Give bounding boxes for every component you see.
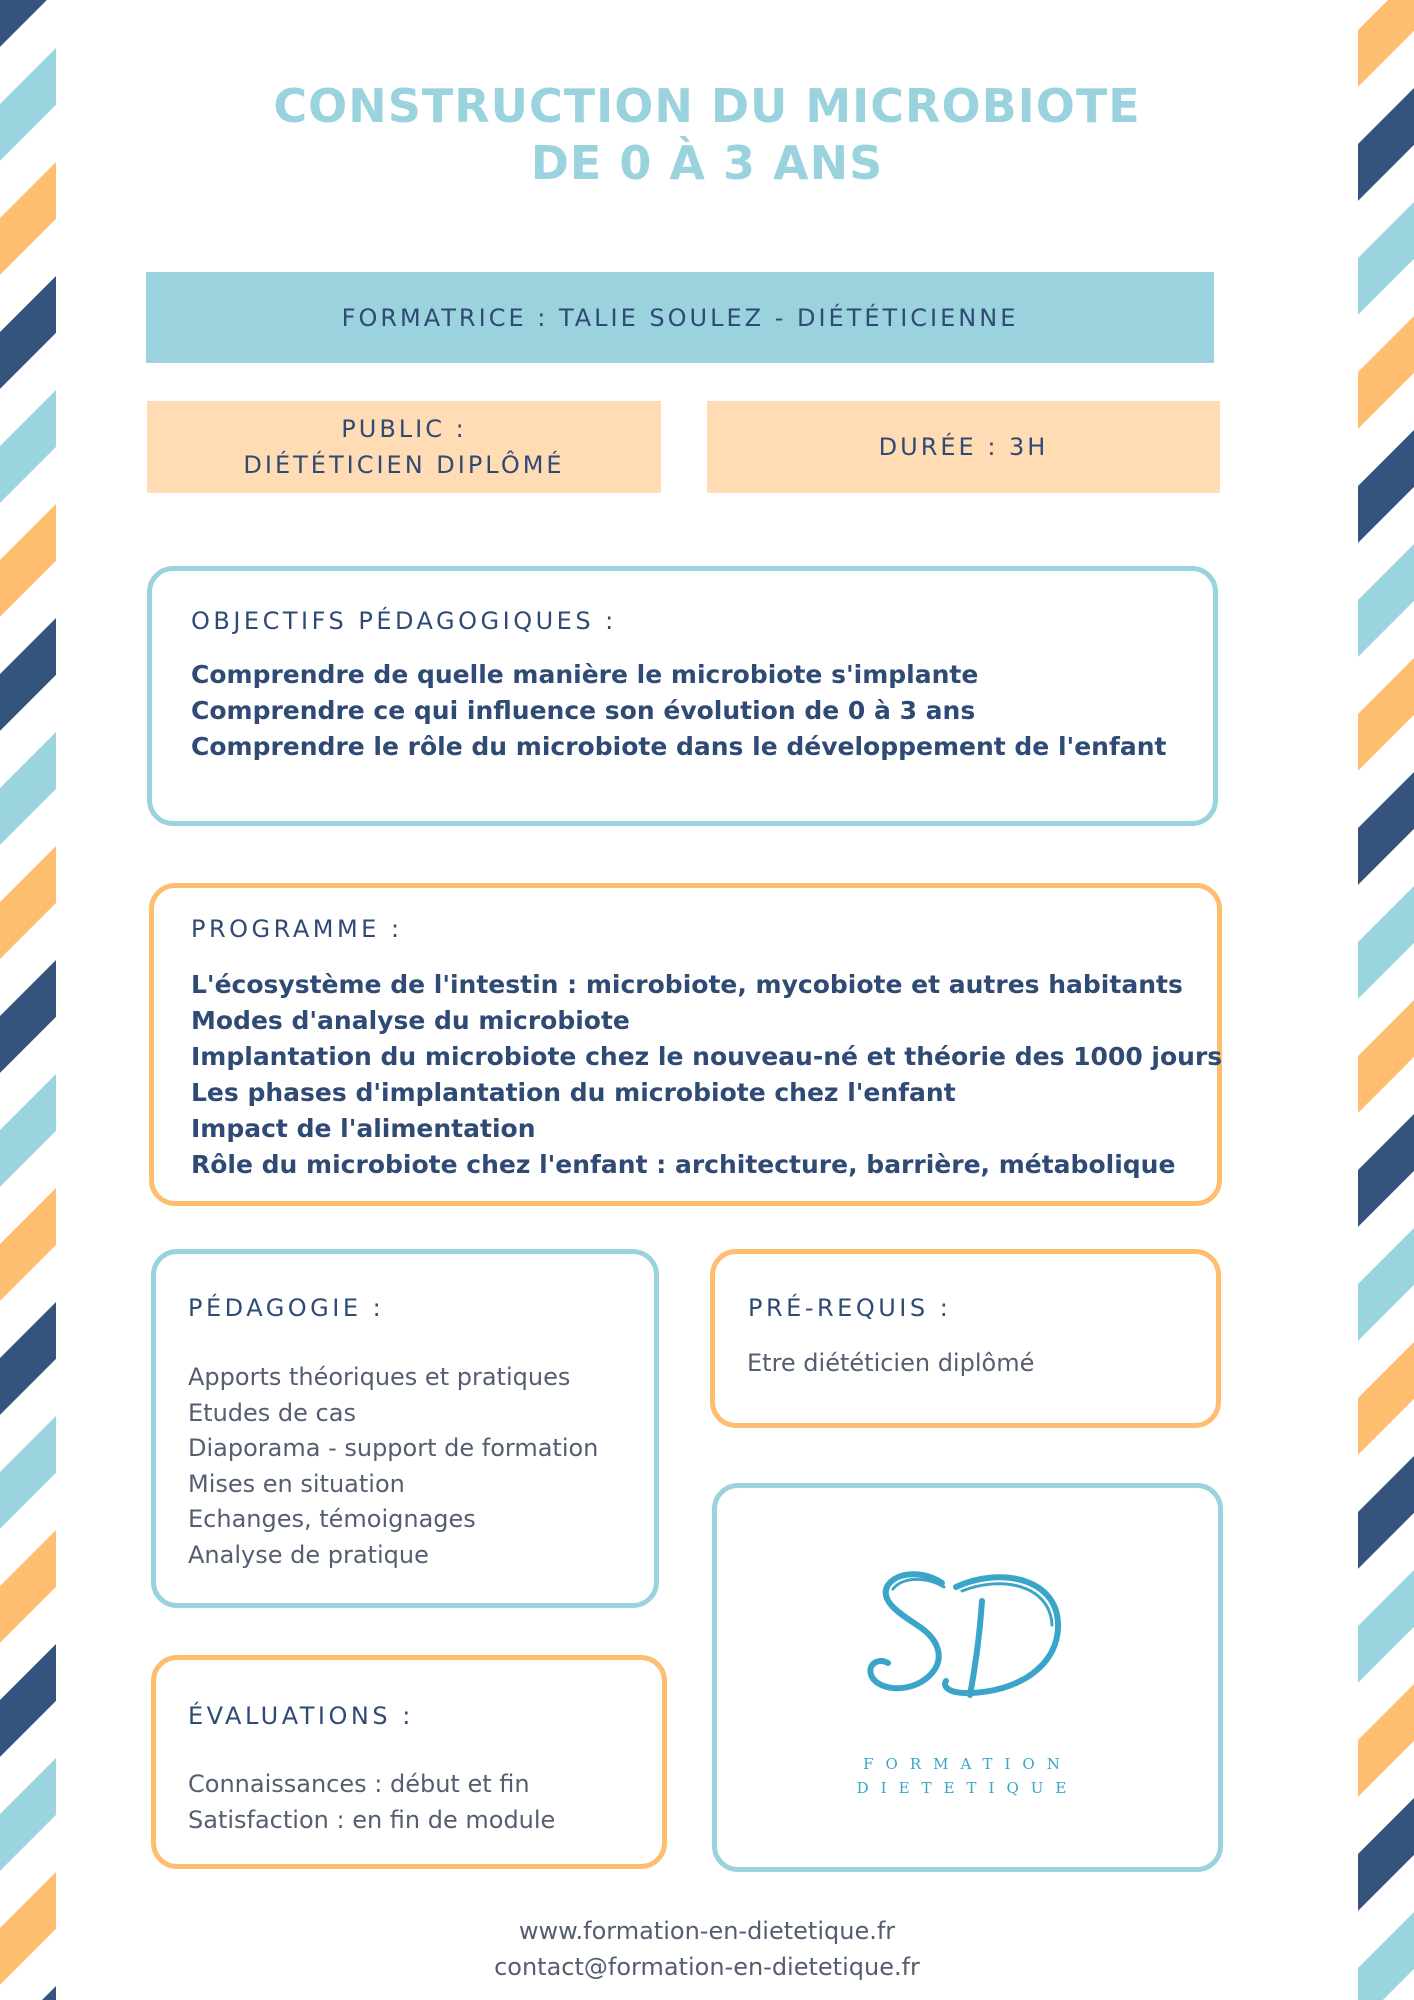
evaluations-card xyxy=(151,1655,667,1869)
public-value: DIÉTÉTICIEN DIPLÔMÉ xyxy=(243,451,565,479)
objectifs-title: OBJECTIFS PÉDAGOGIQUES : xyxy=(191,607,617,635)
pedagogie-title: PÉDAGOGIE : xyxy=(188,1294,385,1322)
prerequis-title: PRÉ-REQUIS : xyxy=(748,1294,952,1322)
logo-text-formation: FORMATION xyxy=(863,1755,1072,1773)
programme-item: Rôle du microbiote chez l'enfant : architecture, barrière, métabolique xyxy=(191,1150,1176,1179)
pedagogie-item: Etudes de cas xyxy=(188,1398,356,1427)
evaluations-item: Satisfaction : en fin de module xyxy=(188,1805,556,1834)
prerequis-card xyxy=(710,1249,1221,1428)
footer-website[interactable]: www.formation-en-dietetique.fr xyxy=(518,1917,896,1945)
title-line-2: DE 0 À 3 ANS xyxy=(530,136,884,190)
page-title xyxy=(0,78,1414,192)
evaluations-list xyxy=(188,1767,555,1838)
evaluations-title: ÉVALUATIONS : xyxy=(188,1702,414,1730)
title-line-1: CONSTRUCTION DU MICROBIOTE xyxy=(273,79,1141,133)
public-band xyxy=(147,401,661,493)
programme-item: Modes d'analyse du microbiote xyxy=(191,1006,630,1035)
objectifs-list xyxy=(191,657,1166,765)
objectifs-item: Comprendre ce qui influence son évolution de 0 à 3 ans xyxy=(191,696,976,725)
duration-band xyxy=(707,401,1220,493)
pedagogie-item: Mises en situation xyxy=(188,1469,405,1498)
public-label: PUBLIC : xyxy=(341,415,467,443)
left-stripe-border xyxy=(0,0,56,2000)
pedagogie-card xyxy=(151,1249,659,1608)
pedagogie-item: Apports théoriques et pratiques xyxy=(188,1363,571,1391)
prerequis-list xyxy=(747,1346,1034,1382)
objectifs-item: Comprendre de quelle manière le microbiote s'implante xyxy=(191,660,979,689)
programme-title: PROGRAMME : xyxy=(191,915,403,943)
trainer-label: FORMATRICE : TALIE SOULEZ - DIÉTÉTICIENNE xyxy=(341,303,1019,332)
duration-label: DURÉE : 3H xyxy=(878,433,1049,461)
evaluations-item: Connaissances : début et fin xyxy=(188,1770,530,1798)
objectifs-item: Comprendre le rôle du microbiote dans le développement de l'enfant xyxy=(191,732,1167,761)
programme-item: L'écosystème de l'intestin : microbiote, mycobiote et autres habitants xyxy=(191,970,1183,999)
pedagogie-item: Diaporama - support de formation xyxy=(188,1434,599,1462)
programme-list xyxy=(191,967,1222,1183)
pedagogie-item: Analyse de pratique xyxy=(188,1540,429,1569)
prerequis-item: Etre diététicien diplômé xyxy=(747,1349,1035,1377)
programme-card xyxy=(149,883,1222,1206)
programme-item: Les phases d'implantation du microbiote chez l'enfant xyxy=(191,1078,956,1107)
pedagogie-list xyxy=(188,1360,598,1573)
objectifs-card xyxy=(147,566,1218,826)
logo-card xyxy=(712,1483,1223,1872)
programme-item: Impact de l'alimentation xyxy=(191,1114,536,1143)
trainer-band xyxy=(146,272,1214,363)
programme-item: Implantation du microbiote chez le nouveau-né et théorie des 1000 jours xyxy=(191,1042,1223,1071)
right-stripe-border xyxy=(1358,0,1414,2000)
logo-text-dietetique: DIETETIQUE xyxy=(856,1779,1079,1797)
pedagogie-item: Echanges, témoignages xyxy=(188,1505,476,1533)
footer-email[interactable]: contact@formation-en-dietetique.fr xyxy=(494,1953,920,1981)
sd-monogram-logo xyxy=(858,1567,1078,1737)
